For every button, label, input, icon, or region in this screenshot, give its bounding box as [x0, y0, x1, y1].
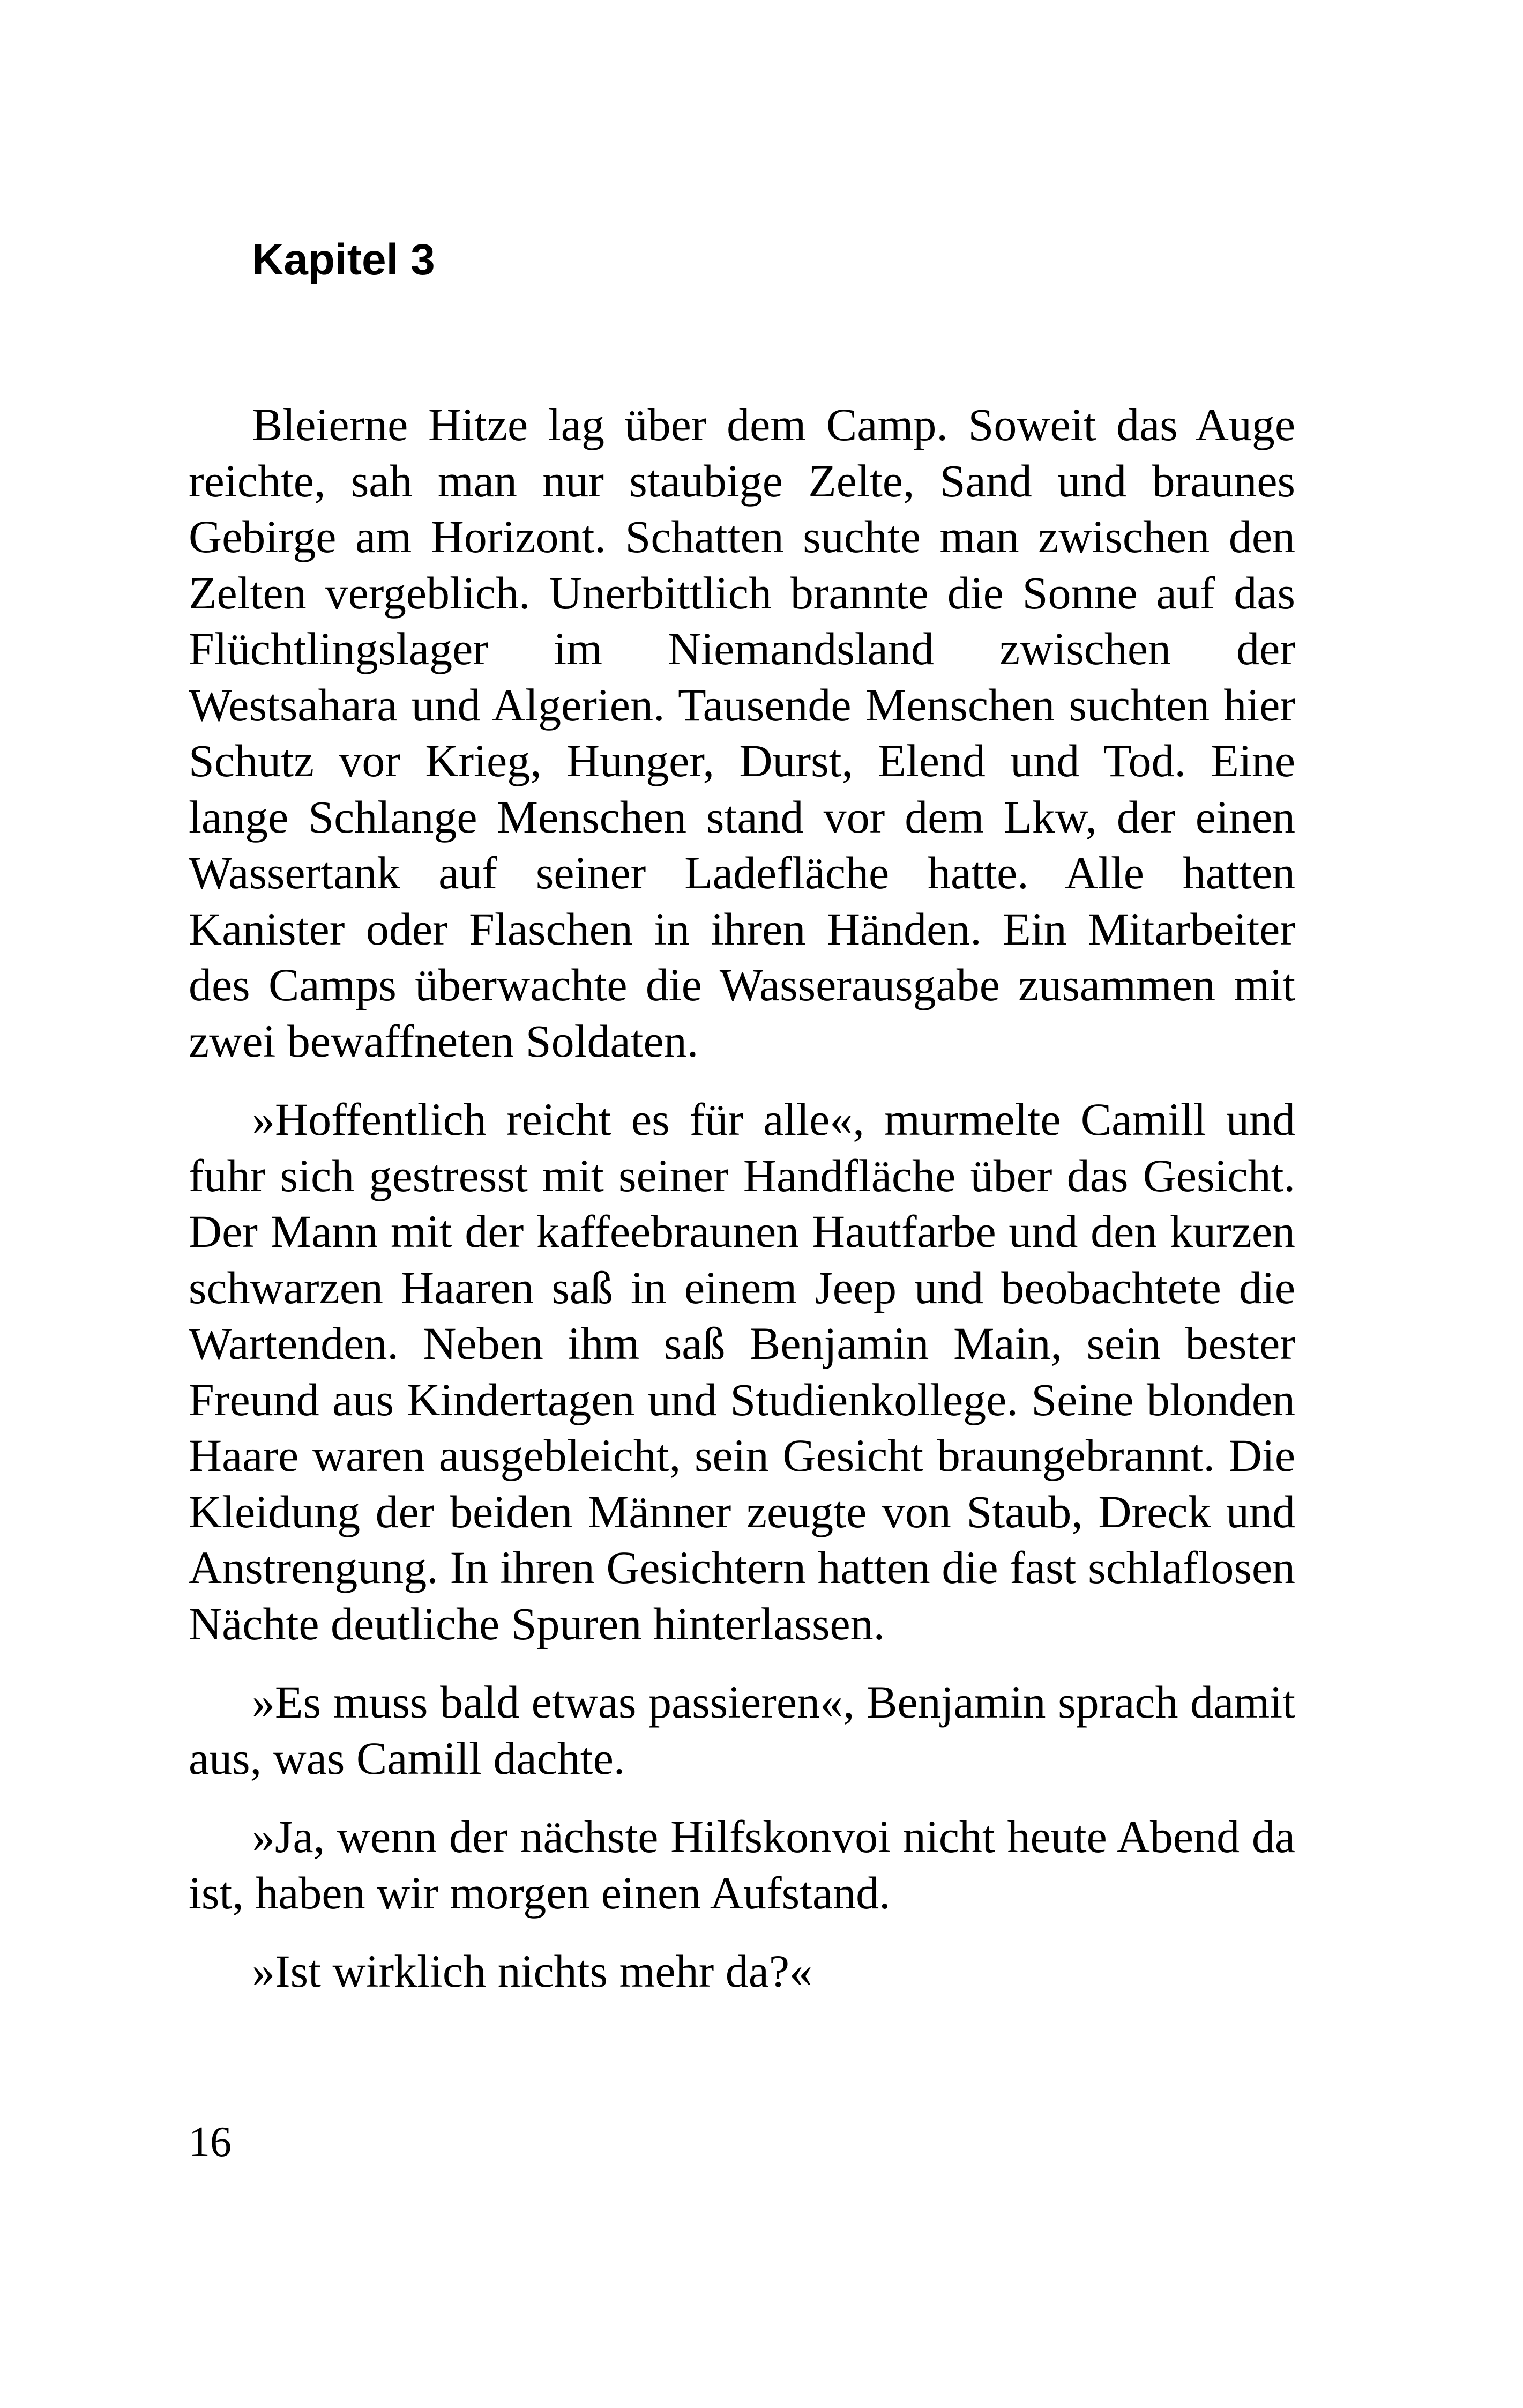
chapter-heading: Kapitel 3	[252, 235, 435, 284]
paragraph: »Hoffentlich reicht es für alle«, murmelte Camill und fuhr sich gestresst mit seiner Handfläche über das Gesicht. Der Mann mit der kaffeebraunen Hautfarbe und den kurzen schwarzen Haaren saß in einem Jeep und beobachtete die Wartenden. Neben ihm saß Benjamin Main, sein bester Freund aus Kindertagen und Studienkollege. Seine blonden Haare waren ausgebleicht, sein Gesicht braungebrannt. Die Kleidung der beiden Männer zeugte von Staub, Dreck und Anstrengung. In ihren Gesichtern hatten die fast schlaflosen Nächte deutliche Spuren hinterlassen.	[189, 1094, 1295, 1649]
page-number: 16	[189, 2119, 232, 2166]
paragraph: »Ist wirklich nichts mehr da?«	[252, 1945, 813, 1997]
chapter-body	[189, 397, 1295, 2000]
paragraph: Bleierne Hitze lag über dem Camp. Soweit das Auge reichte, sah man nur staubige Zelte, Sand und braunes Gebirge am Horizont. Schatten suchte man zwischen den Zelten vergeblich. Unerbittlich brannte die Sonne auf das Flüchtlingslager im Niemandsland zwischen der Westsahara und Algerien. Tausende Menschen suchten hier Schutz vor Krieg, Hunger, Durst, Elend und Tod. Eine lange Schlange Menschen stand vor dem Lkw, der einen Wassertank auf seiner Ladefläche hatte. Alle hatten Kanister oder Flaschen in ihren Händen. Ein Mitarbeiter des Camps überwachte die Wasserausgabe zusammen mit zwei bewaffneten Soldaten.	[189, 399, 1295, 1067]
paragraph: »Es muss bald etwas passieren«, Benjamin sprach damit aus, was Camill dachte.	[189, 1676, 1295, 1784]
paragraph: »Ja, wenn der nächste Hilfskonvoi nicht heute Abend da ist, haben wir morgen einen Aufstand.	[189, 1811, 1295, 1919]
